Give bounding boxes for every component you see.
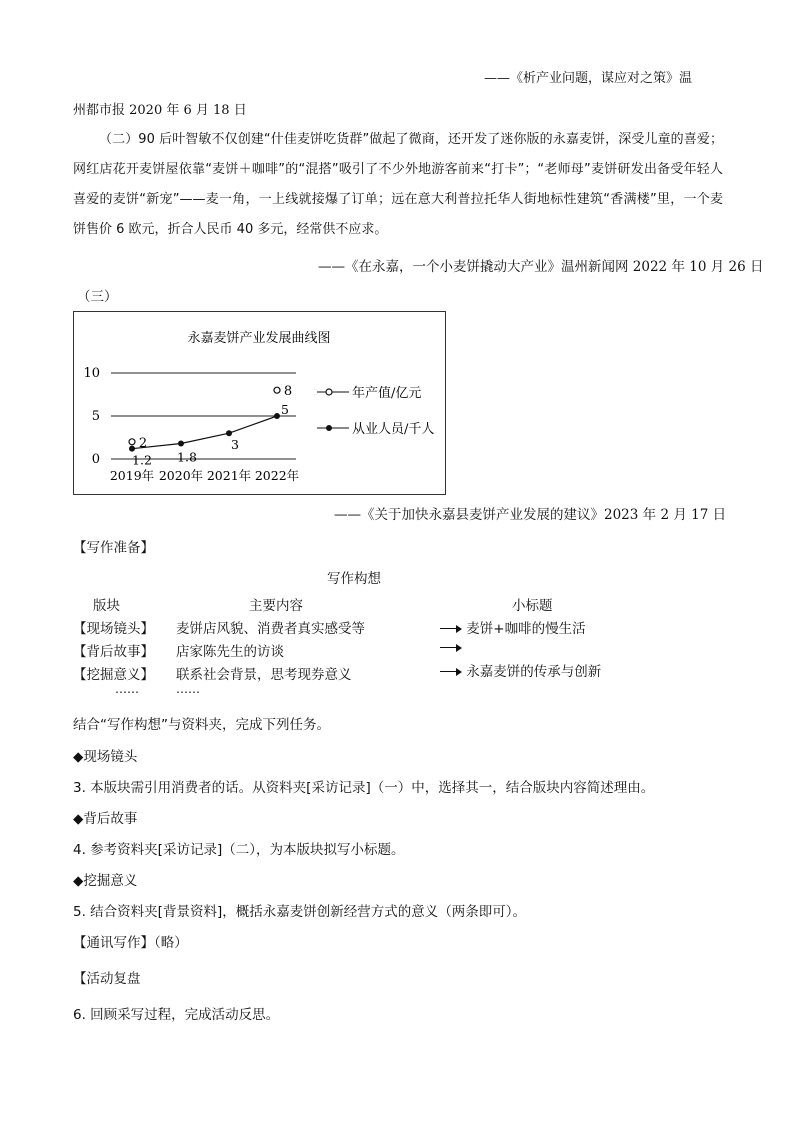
data-label-workers: 5 — [281, 402, 289, 417]
arrow-right-icon — [440, 644, 462, 652]
plan-row-subtitle: 麦饼+咖啡的慢生活 — [440, 617, 586, 637]
writing-header: 【通讯写作】（略） — [73, 935, 188, 951]
chart-title: 永嘉麦饼产业发展曲线图 — [187, 331, 331, 346]
plan-row-block: …… — [115, 682, 139, 696]
task-question: 4. 参考资料夹[采访记录]（二），为本版块拟写小标题。 — [73, 842, 405, 858]
data-label-output: 8 — [283, 384, 293, 400]
legend-label-output: 年产值/亿元 — [352, 386, 422, 401]
legend-marker-workers — [326, 425, 332, 431]
y-tick-label: 10 — [83, 366, 100, 381]
data-point-workers — [274, 413, 280, 419]
section-3-label: （三） — [77, 289, 118, 305]
instruction-text: 结合“写作构想”与资料夹，完成下列任务。 — [73, 717, 330, 733]
line-chart — [74, 312, 445, 494]
plan-row-subtitle — [440, 640, 462, 656]
plan-col-content: 主要内容 — [249, 598, 303, 614]
data-label-workers: 3 — [231, 437, 239, 453]
task-question: 3. 本版块需引用消费者的话。从资料夹[采访记录]（一）中，选择其一，结合版块内容简述理由。 — [73, 780, 655, 796]
data-point-output — [129, 439, 135, 445]
task-question: 5. 结合资料夹[背景资料]，概括永嘉麦饼创新经营方式的意义（两条即可）。 — [73, 904, 526, 920]
x-tick-label: 2022年 — [254, 468, 300, 483]
plan-row-block: 【挖掘意义】 — [73, 667, 154, 683]
review-header: 【活动复盘 — [73, 971, 141, 987]
task-heading: ◆背后故事 — [73, 811, 138, 827]
plan-title: 写作构想 — [327, 571, 381, 587]
chart-frame — [73, 311, 446, 495]
source-line-2: 州都市报 2020 年 6 月 18 日 — [73, 103, 247, 118]
data-label-workers: 1.8 — [177, 449, 197, 465]
y-tick-label: 5 — [91, 409, 100, 424]
prep-header: 【写作准备】 — [73, 540, 154, 556]
interview-paragraph-2: （二）90 后叶智敏不仅创建“什佳麦饼吃货群”做起了微商，还开发了迷你版的永嘉麦饼，深受儿童的喜爱；网红店花开麦饼屋依靠“麦饼＋咖啡”的“混搭”吸引了不少外地游客前来“打卡”；“老师母”麦饼研发出备受年轻人喜爱的麦饼“新宠”——麦一角，一上线就接爆了订单；远在意大利普拉托华人街地标性建筑“香满楼”里，一个麦饼售价 6 欧元，折合人民币 40 多元，经常供不应求。 — [73, 132, 723, 237]
plan-row-content: …… — [176, 682, 200, 696]
data-point-workers — [226, 430, 232, 436]
plan-row-block: 【背后故事】 — [73, 644, 154, 660]
legend-label-workers: 从业人员/千人 — [352, 422, 435, 437]
x-tick-label: 2021年 — [206, 468, 252, 483]
source-line-1: ——《析产业问题，谋应对之策》温 — [484, 71, 693, 86]
plan-col-block: 版块 — [93, 598, 120, 614]
plan-row-content: 麦饼店风貌、消费者真实感受等 — [176, 621, 365, 637]
task-heading: ◆现场镜头 — [73, 749, 138, 765]
plan-row-content: 联系社会背景，思考现券意义 — [176, 667, 352, 683]
arrow-right-icon — [440, 668, 462, 676]
source-line-3: ——《在永嘉，一个小麦饼撬动大产业》温州新闻网 2022 年 10 月 26 日 — [318, 259, 764, 275]
task-heading: ◆挖掘意义 — [73, 873, 138, 889]
data-point-output — [274, 387, 280, 393]
review-question: 6. 回顾采写过程，完成活动反思。 — [73, 1007, 280, 1023]
plan-col-subtitle: 小标题 — [512, 598, 553, 614]
plan-row-block: 【现场镜头】 — [73, 621, 154, 637]
data-point-workers — [129, 446, 135, 452]
x-tick-label: 2020年 — [158, 468, 204, 483]
plan-row-subtitle: 永嘉麦饼的传承与创新 — [440, 660, 601, 680]
series-line-workers — [132, 416, 277, 449]
data-label-workers: 1.2 — [132, 452, 152, 468]
data-point-workers — [178, 441, 184, 447]
y-tick-label: 0 — [91, 452, 100, 467]
legend-marker-output — [326, 389, 332, 395]
data-label-output: 2 — [138, 435, 148, 451]
x-tick-label: 2019年 — [109, 468, 155, 483]
plan-row-content: 店家陈先生的访谈 — [176, 644, 284, 660]
source-line-4: ——《关于加快永嘉县麦饼产业发展的建议》2023 年 2 月 17 日 — [334, 507, 727, 523]
arrow-right-icon — [440, 625, 462, 633]
